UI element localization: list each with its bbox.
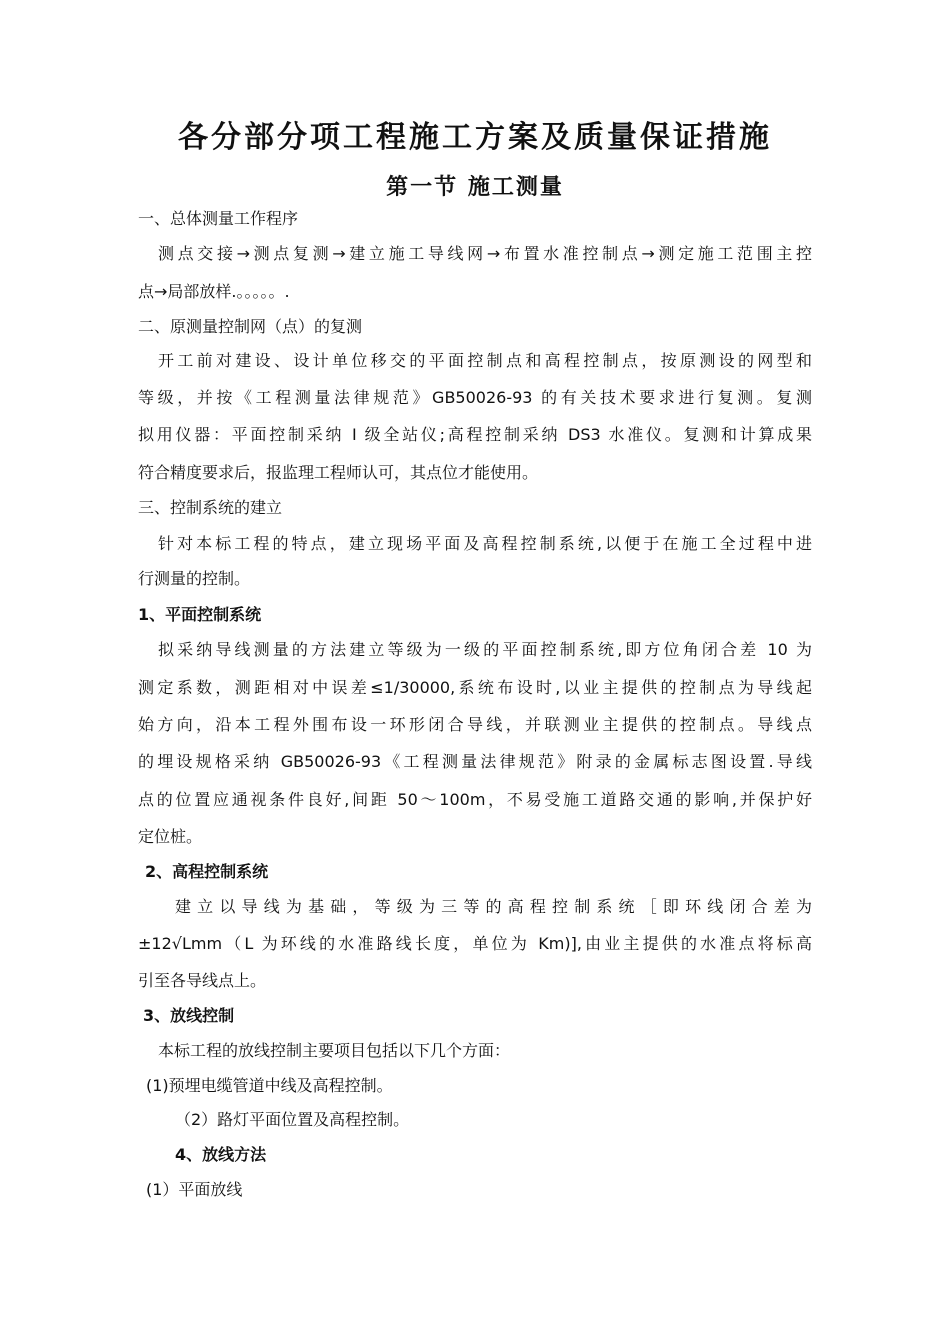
paragraph-line: 点的位置应通视条件良好,间距 50～100m，不易受施工道路交通的影响,并保护好 — [138, 790, 812, 809]
paragraph-line: 引至各导线点上。 — [138, 971, 267, 990]
subheading-4: 4、放线方法 — [175, 1145, 267, 1164]
heading-1: 一、总体测量工作程序 — [138, 209, 299, 228]
list-item: (1）平面放线 — [146, 1180, 243, 1199]
subheading-3: 3、放线控制 — [143, 1006, 235, 1025]
section-title: 第一节 施工测量 — [386, 175, 564, 200]
paragraph-line: 等级，并按《工程测量法律规范》GB50026-93 的有关技术要求进行复测。复测 — [138, 388, 812, 407]
paragraph-line: ±12√Lmm（L 为环线的水准路线长度，单位为 Km)],由业主提供的水准点将标高 — [138, 934, 812, 953]
document-title: 各分部分项工程施工方案及质量保证措施 — [178, 120, 772, 155]
paragraph-line: 开工前对建设、设计单位移交的平面控制点和高程控制点，按原测设的网型和 — [158, 351, 812, 370]
paragraph-line: 定位桩。 — [138, 827, 203, 846]
list-item: （2）路灯平面位置及高程控制。 — [175, 1110, 410, 1129]
paragraph-line: 始方向，沿本工程外围布设一环形闭合导线，并联测业主提供的控制点。导线点 — [138, 715, 812, 734]
paragraph-line: 针对本标工程的特点，建立现场平面及高程控制系统,以便于在施工全过程中进 — [158, 534, 812, 553]
list-item: (1)预埋电缆管道中线及高程控制。 — [146, 1076, 393, 1095]
paragraph-line: 符合精度要求后，报监理工程师认可，其点位才能使用。 — [138, 463, 539, 482]
heading-3: 三、控制系统的建立 — [138, 498, 283, 517]
subheading-1: 1、平面控制系统 — [138, 605, 262, 624]
paragraph-line: 拟用仪器：平面控制采纳 I 级全站仪;高程控制采纳 DS3 水准仪。复测和计算成果 — [138, 425, 812, 444]
paragraph-line: 拟采纳导线测量的方法建立等级为一级的平面控制系统,即方位角闭合差 10 为 — [158, 640, 812, 659]
paragraph-line: 建立以导线为基础，等级为三等的高程控制系统［即环线闭合差为 — [175, 897, 812, 916]
paragraph-line: 行测量的控制。 — [138, 569, 251, 588]
paragraph-line: 点→局部放样.。。。。。. — [138, 282, 290, 301]
paragraph-line: 测定系数，测距相对中误差≤1/30000,系统布设时,以业主提供的控制点为导线起 — [138, 678, 812, 697]
paragraph-line: 的埋设规格采纳 GB50026-93《工程测量法律规范》附录的金属标志图设置.导线 — [138, 752, 812, 771]
heading-2: 二、原测量控制网（点）的复测 — [138, 317, 363, 336]
paragraph-line: 测点交接→测点复测→建立施工导线网→布置水准控制点→测定施工范围主控 — [158, 244, 812, 263]
paragraph-line: 本标工程的放线控制主要项目包括以下几个方面： — [158, 1041, 511, 1060]
subheading-2: 2、高程控制系统 — [145, 862, 269, 881]
